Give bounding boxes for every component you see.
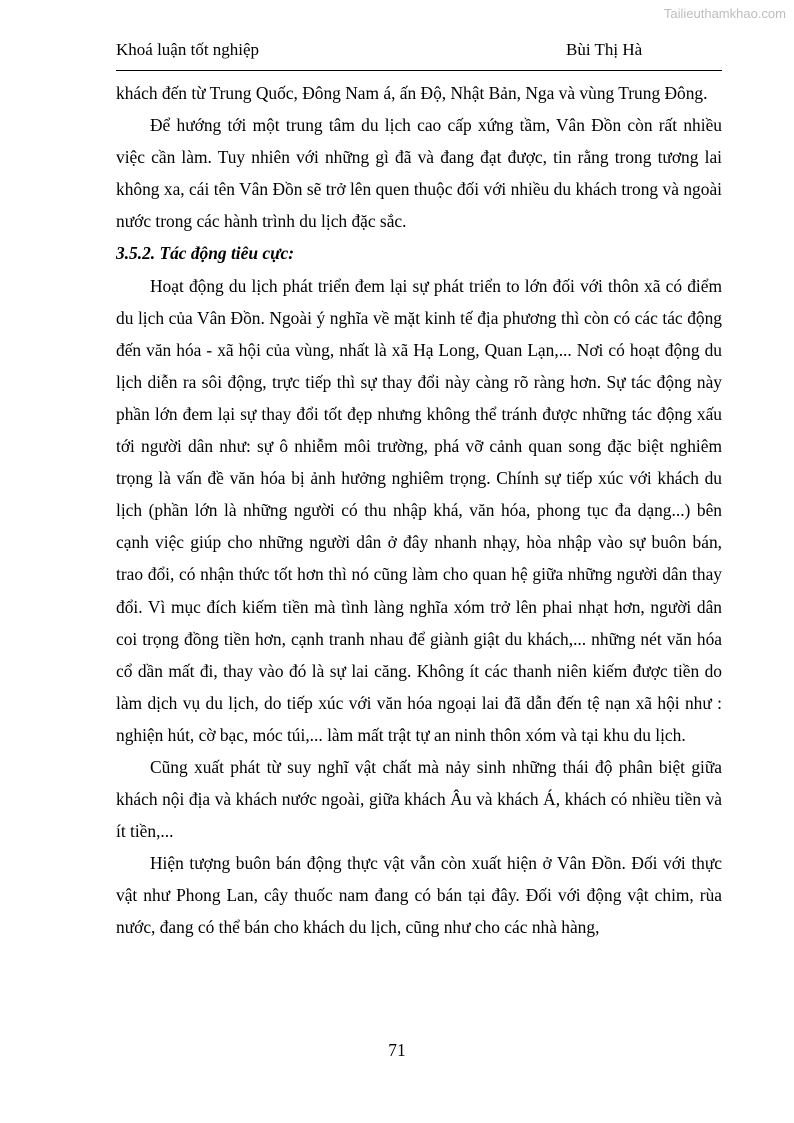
page-number: 71: [388, 1040, 406, 1060]
paragraph: Hiện tượng buôn bán động thực vật vẫn còn xuất hiện ở Vân Đồn. Đối với thực vật như Phong Lan, cây thuốc nam đang có bán tại đây. Đối với động vật chim, rùa nước, đang có thể bán cho khách du lịch, cũng như cho các nhà hàng,: [116, 853, 722, 938]
paragraph: Để hướng tới một trung tâm du lịch cao cấp xứng tầm, Vân Đồn còn rất nhiều việc cần làm. Tuy nhiên với những gì đã và đang đạt được, tin rằng trong tương lai không xa, cái tên Vân Đồn sẽ trở lên quen thuộc đối với nhiều du khách trong và ngoài nước trong các hành trình du lịch đặc sắc.: [116, 115, 722, 232]
section-heading: 3.5.2. Tác động tiêu cực:: [116, 243, 295, 264]
header-title: Khoá luận tốt nghiệp: [116, 40, 260, 59]
page-header: [116, 38, 722, 71]
header-author: Bùi Thị Hà: [566, 40, 643, 59]
paragraph: Cũng xuất phát từ suy nghĩ vật chất mà nảy sinh những thái độ phân biệt giữa khách nội địa và khách nước ngoài, giữa khách Âu và khách Á, khách có nhiều tiền và ít tiền,...: [116, 756, 722, 842]
watermark: Tailieuthamkhao.com: [663, 6, 786, 21]
paragraph: khách đến từ Trung Quốc, Đông Nam á, ấn Độ, Nhật Bản, Nga và vùng Trung Đông.: [116, 83, 708, 103]
document-body: [116, 77, 722, 944]
paragraph: Hoạt động du lịch phát triển đem lại sự phát triển to lớn đối với thôn xã có điểm du lịch của Vân Đồn. Ngoài ý nghĩa về mặt kinh tế địa phương thì còn có các tác động đến văn hóa - xã hội của vùng, nhất là xã Hạ Long, Quan Lạn,... Nơi có hoạt động du lịch diễn ra sôi động, trực tiếp thì sự thay đổi này càng rõ ràng hơn. Sự tác động này phần lớn đem lại sự thay đổi tốt đẹp nhưng không thể tránh được những tác động xấu tới người dân như: sự ô nhiễm môi trường, phá vỡ cảnh quan song đặc biệt nghiêm trọng là vấn đề văn hóa bị ảnh hưởng nghiêm trọng. Chính sự tiếp xúc với khách du lịch (phần lớn là những người có thu nhập khá, văn hóa, phong tục đa dạng...) bên cạnh việc giúp cho những người dân ở đây nhanh nhạy, hòa nhập vào sự buôn bán, trao đổi, có nhận thức tốt hơn thì nó cũng làm cho quan hệ giữa những người dân thay đổi. Vì mục đích kiếm tiền mà tình làng nghĩa xóm trở lên phai nhạt hơn, người dân coi trọng đồng tiền hơn, cạnh tranh nhau để giành giật du khách,... những nét văn hóa cổ dần mất đi, thay vào đó là sự lai căng. Không ít các thanh niên kiếm được tiền do làm dịch vụ du lịch, do tiếp xúc với văn hóa ngoại lai đã dẫn đến tệ nạn xã hội như : nghiện hút, cờ bạc, móc túi,... làm mất trật tự an ninh thôn xóm và tại khu du lịch.: [116, 275, 722, 745]
